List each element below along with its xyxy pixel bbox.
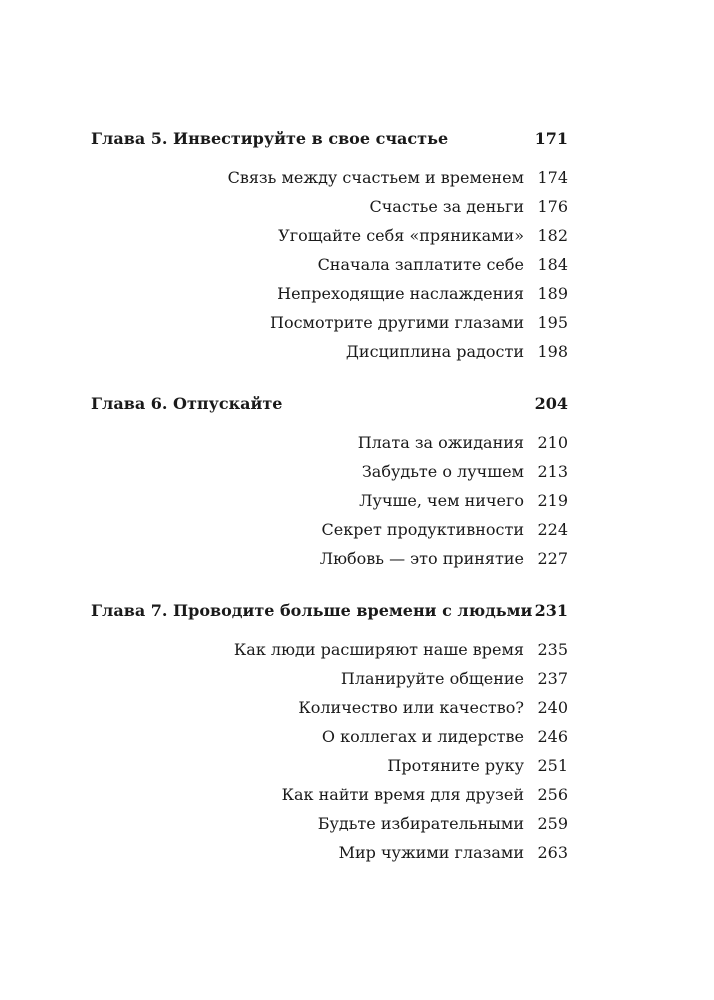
- toc-entry[interactable]: [0, 431, 714, 455]
- entry-title: Непреходящие наслаждения: [277, 284, 524, 303]
- chapter-heading[interactable]: [91, 127, 568, 151]
- entry-page-number: 184: [537, 255, 568, 274]
- toc-entry[interactable]: [0, 725, 714, 749]
- entry-page-number: 246: [537, 727, 568, 746]
- entry-page-number: 256: [537, 785, 568, 804]
- entry-page-number: 224: [537, 520, 568, 539]
- entry-title: Любовь — это принятие: [319, 549, 524, 568]
- toc-entry[interactable]: [0, 195, 714, 219]
- chapter-heading[interactable]: [91, 392, 568, 416]
- toc-entry[interactable]: [0, 518, 714, 542]
- entry-page-number: 240: [537, 698, 568, 717]
- toc-entry[interactable]: [0, 340, 714, 364]
- chapter-title: Глава 5. Инвестируйте в свое счастье: [91, 129, 449, 148]
- entry-title: Плата за ожидания: [357, 433, 524, 452]
- entry-title: О коллегах и лидерстве: [321, 727, 524, 746]
- entry-title: Угощайте себя «пряниками»: [278, 226, 524, 245]
- toc-entry[interactable]: [0, 166, 714, 190]
- chapter-title: Глава 6. Отпускайте: [91, 394, 283, 413]
- entry-title: Протяните руку: [387, 756, 524, 775]
- entry-page-number: 213: [537, 462, 568, 481]
- entry-page-number: 251: [537, 756, 568, 775]
- entry-page-number: 237: [537, 669, 568, 688]
- entry-title: Мир чужими глазами: [338, 843, 524, 862]
- entry-page-number: 235: [537, 640, 568, 659]
- toc-entry[interactable]: [0, 812, 714, 836]
- toc-entry[interactable]: [0, 547, 714, 571]
- entry-page-number: 259: [537, 814, 568, 833]
- entry-title: Будьте избирательными: [317, 814, 524, 833]
- entry-page-number: 189: [537, 284, 568, 303]
- entry-page-number: 195: [537, 313, 568, 332]
- toc-entry[interactable]: [0, 783, 714, 807]
- toc-entry[interactable]: [0, 754, 714, 778]
- entry-page-number: 263: [537, 843, 568, 862]
- toc-entry[interactable]: [0, 696, 714, 720]
- chapter-heading[interactable]: [91, 599, 568, 623]
- entry-page-number: 182: [537, 226, 568, 245]
- toc-entry[interactable]: [0, 282, 714, 306]
- chapter-page-number: 171: [534, 129, 568, 148]
- entry-title: Секрет продуктивности: [321, 520, 524, 539]
- toc-entry[interactable]: [0, 638, 714, 662]
- entry-title: Планируйте общение: [340, 669, 524, 688]
- entry-page-number: 227: [537, 549, 568, 568]
- entry-page-number: 219: [537, 491, 568, 510]
- chapter-page-number: 231: [534, 601, 568, 620]
- entry-title: Счастье за деньги: [369, 197, 524, 216]
- entry-title: Сначала заплатите себе: [317, 255, 524, 274]
- toc-entry[interactable]: [0, 667, 714, 691]
- entry-page-number: 198: [537, 342, 568, 361]
- entry-title: Как люди расширяют наше время: [233, 640, 524, 659]
- chapter-page-number: 204: [534, 394, 568, 413]
- entry-title: Дисциплина радости: [345, 342, 524, 361]
- entry-title: Количество или качество?: [298, 698, 524, 717]
- entry-title: Как найти время для друзей: [281, 785, 524, 804]
- toc-entry[interactable]: [0, 460, 714, 484]
- toc-entry[interactable]: [0, 311, 714, 335]
- toc-entry[interactable]: [0, 253, 714, 277]
- toc-entry[interactable]: [0, 224, 714, 248]
- entry-title: Лучше, чем ничего: [359, 491, 524, 510]
- entry-page-number: 176: [537, 197, 568, 216]
- entry-page-number: 174: [537, 168, 568, 187]
- entry-title: Забудьте о лучшем: [361, 462, 524, 481]
- chapter-title: Глава 7. Проводите больше времени с людьми: [91, 601, 533, 620]
- toc-entry[interactable]: [0, 489, 714, 513]
- toc-entry[interactable]: [0, 841, 714, 865]
- entry-title: Посмотрите другими глазами: [270, 313, 524, 332]
- entry-page-number: 210: [537, 433, 568, 452]
- entry-title: Связь между счастьем и временем: [227, 168, 524, 187]
